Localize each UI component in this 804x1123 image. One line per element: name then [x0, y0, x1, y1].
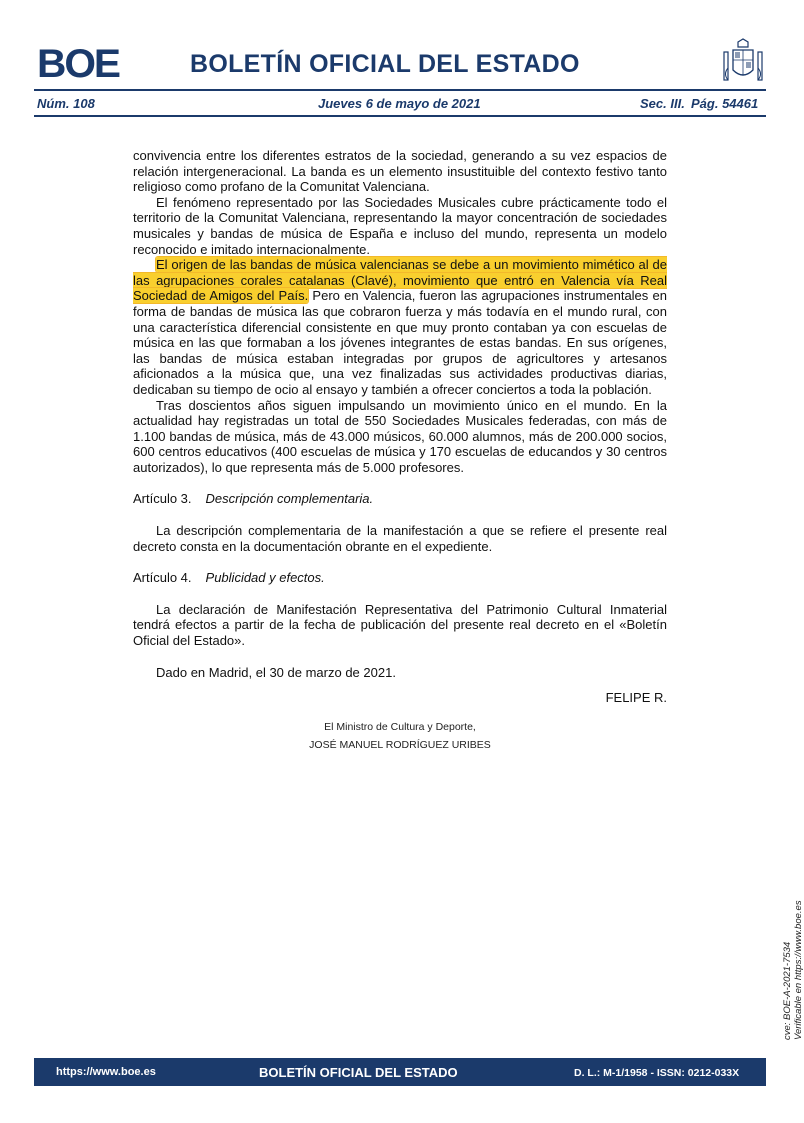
minister-name: JOSÉ MANUEL RODRÍGUEZ URIBES [309, 739, 491, 751]
header-rule-top [34, 89, 766, 91]
section-label: Sec. III. [640, 96, 685, 111]
paragraph-3 [133, 257, 667, 397]
article-3-title: Descripción complementaria. [205, 491, 374, 507]
article-3-text: La descripción complementaria de la manifestación a que se refiere el presente real decreto consta en la documentación obrante en el expediente. [133, 523, 667, 554]
dated-line: Dado en Madrid, el 30 de marzo de 2021. [156, 664, 396, 680]
footer-title: BOLETÍN OFICIAL DEL ESTADO [259, 1065, 458, 1080]
issue-date: Jueves 6 de mayo de 2021 [318, 96, 481, 111]
footer-url-link[interactable]: https://www.boe.es [56, 1066, 156, 1078]
article-4-number: Artículo 4. [133, 570, 192, 586]
page-title: BOLETÍN OFICIAL DEL ESTADO [190, 50, 580, 78]
logo-text: BOE [37, 42, 121, 86]
cve-code: cve: BOE-A-2021-7534 [782, 941, 793, 1040]
article-4-text: La declaración de Manifestación Representativa del Patrimonio Cultural Inmaterial tendrá efectos a partir de la fecha de publicación del presente real decreto en el «Boletín Oficial del Estado». [133, 601, 667, 649]
verification-side-text [782, 900, 804, 1040]
coat-of-arms-icon [720, 38, 766, 86]
paragraph-4: Tras doscientos años siguen impulsando un movimiento único en el mundo. En la actualidad hay registradas un total de 550 Sociedades Musicales federadas, con más de 1.100 bandas de música, más de 43.000 músicos, 60.000 alumnos, más de 200.000 socios, 600 centros educativos (400 escuelas de música y 170 escuelas de educandos y 30 centros autorizados), lo que representa más de 5.000 profesores. [133, 397, 667, 475]
paragraph-1: convivencia entre los diferentes estratos de la sociedad, generando a su vez espacios de relación intergeneracional. La banda es un elemento insustituible del contexto festivo tanto religioso como profano de la Comunitat Valenciana. [133, 148, 667, 195]
page-number: Pág. 54461 [691, 96, 759, 111]
document-body [133, 148, 667, 706]
signature-king: FELIPE R. [605, 690, 667, 706]
header-rule-bottom [34, 115, 766, 117]
footer-bar [34, 1058, 766, 1086]
footer-legal: D. L.: M-1/1958 - ISSN: 0212-033X [574, 1067, 740, 1079]
article-3-heading [133, 491, 667, 507]
article-4-heading [133, 570, 667, 586]
minister-role: El Ministro de Cultura y Deporte, [324, 721, 476, 733]
paragraph-2: El fenómeno representado por las Sociedades Musicales cubre prácticamente todo el territorio de la Comunitat Valenciana, representando la mayor concentración de sociedades musicales y bandas de música de España e incluso del mundo, representa un modelo reconocido e imitado internacionalmente. [133, 194, 667, 257]
boe-logo [37, 42, 121, 86]
paragraph-3-rest: Pero en Valencia, fueron las agrupaciones instrumentales en forma de bandas de música las que cobraron fuerza y más todavía en el mundo rural, con una característica diferencial consistente en que muy pronto contaban ya con escuelas de música en las que formaban a los jóvenes integrantes de estas bandas. En sus orígenes, las bandas de música estaban integradas por grupos de agricultores y artesanos aficionados a la música que, una vez finalizadas sus actividades productivas diarias, dedicaban su tiempo de ocio al ensayo y también a ofrecer conciertos a toda la población. [133, 288, 667, 397]
issue-number: Núm. 108 [37, 96, 95, 111]
highlighted-text: El origen de las bandas de música valencianas se debe a un movimiento mimético al de las agrupaciones corales catalanas (Clavé), movimiento que entró en Valencia vía Real Sociedad de Amigos del País. [133, 257, 667, 304]
verify-url: Verificable en https://www.boe.es [793, 900, 804, 1040]
article-4-title: Publicidad y efectos. [205, 570, 325, 586]
article-3-number: Artículo 3. [133, 491, 192, 507]
